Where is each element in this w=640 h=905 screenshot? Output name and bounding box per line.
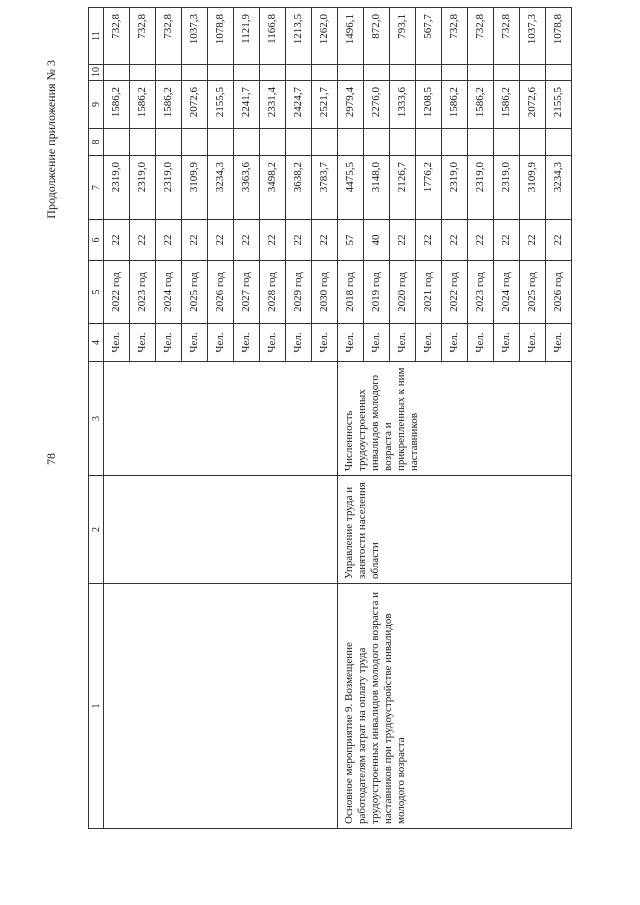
- unit-cell: Чел.: [234, 324, 260, 362]
- col10-cell: [104, 65, 130, 81]
- col11-cell: 793,1: [390, 8, 416, 65]
- col11-cell: 1037,3: [520, 8, 546, 65]
- col10-cell: [390, 65, 416, 81]
- year-cell: 2023 год: [130, 261, 156, 324]
- unit-cell: Чел.: [494, 324, 520, 362]
- column-header: 7: [89, 156, 104, 220]
- count-cell: 22: [416, 220, 442, 261]
- total-cell: 1776,2: [416, 156, 442, 220]
- col11-cell: 732,8: [494, 8, 520, 65]
- count-cell: 57: [338, 220, 364, 261]
- measure-name: Основное мероприятие 9. Возмещение работодателям затрат на оплату труда трудоустроенных инвалидов молодого возраста и наставников при трудоустройстве инвалидов молодого возраста: [338, 584, 572, 829]
- col10-cell: [260, 65, 286, 81]
- col10-cell: [520, 65, 546, 81]
- total-cell: 3109,9: [520, 156, 546, 220]
- col9-cell: 1586,2: [156, 81, 182, 129]
- col10-cell: [442, 65, 468, 81]
- continuation-caption: Продолжение приложения № 3: [44, 60, 58, 219]
- total-cell: 2319,0: [494, 156, 520, 220]
- col11-cell: 1496,1: [338, 8, 364, 65]
- column-header: 2: [89, 476, 104, 584]
- unit-cell: Чел.: [416, 324, 442, 362]
- col10-cell: [364, 65, 390, 81]
- col11-cell: 732,8: [156, 8, 182, 65]
- unit-cell: Чел.: [468, 324, 494, 362]
- col9-cell: 2155,5: [208, 81, 234, 129]
- year-cell: 2023 год: [468, 261, 494, 324]
- year-cell: 2020 год: [390, 261, 416, 324]
- col11-cell: 1121,9: [234, 8, 260, 65]
- year-cell: 2021 год: [416, 261, 442, 324]
- col8-cell: [104, 129, 130, 156]
- col9-cell: 1586,2: [130, 81, 156, 129]
- count-cell: 22: [234, 220, 260, 261]
- col9-cell: 2276,0: [364, 81, 390, 129]
- year-cell: 2022 год: [104, 261, 130, 324]
- col1-empty: [104, 584, 338, 829]
- col8-cell: [468, 129, 494, 156]
- count-cell: 22: [390, 220, 416, 261]
- col8-cell: [390, 129, 416, 156]
- count-cell: 22: [286, 220, 312, 261]
- year-cell: 2025 год: [182, 261, 208, 324]
- column-header: 3: [89, 362, 104, 476]
- unit-cell: Чел.: [546, 324, 572, 362]
- col9-cell: 2072,6: [182, 81, 208, 129]
- count-cell: 22: [130, 220, 156, 261]
- unit-cell: Чел.: [338, 324, 364, 362]
- table-row: [104, 8, 130, 829]
- column-header: 4: [89, 324, 104, 362]
- unit-cell: Чел.: [286, 324, 312, 362]
- total-cell: 2319,0: [468, 156, 494, 220]
- year-cell: 2026 год: [208, 261, 234, 324]
- year-cell: 2018 год: [338, 261, 364, 324]
- count-cell: 22: [312, 220, 338, 261]
- table-row: [338, 8, 364, 829]
- total-cell: 3148,0: [364, 156, 390, 220]
- col11-cell: 1262,0: [312, 8, 338, 65]
- total-cell: 2319,0: [130, 156, 156, 220]
- col3-empty: [104, 362, 338, 476]
- col11-cell: 732,8: [468, 8, 494, 65]
- col10-cell: [338, 65, 364, 81]
- unit-cell: Чел.: [520, 324, 546, 362]
- col8-cell: [364, 129, 390, 156]
- col10-cell: [286, 65, 312, 81]
- col8-cell: [442, 129, 468, 156]
- count-cell: 22: [182, 220, 208, 261]
- column-header: 5: [89, 261, 104, 324]
- col9-cell: 2521,7: [312, 81, 338, 129]
- col8-cell: [234, 129, 260, 156]
- total-cell: 2319,0: [104, 156, 130, 220]
- col10-cell: [468, 65, 494, 81]
- count-cell: 22: [208, 220, 234, 261]
- unit-cell: Чел.: [312, 324, 338, 362]
- total-cell: 3783,7: [312, 156, 338, 220]
- total-cell: 3234,3: [546, 156, 572, 220]
- col9-cell: 1586,2: [442, 81, 468, 129]
- page-number: 78: [44, 453, 58, 465]
- year-cell: 2028 год: [260, 261, 286, 324]
- col11-cell: 1166,8: [260, 8, 286, 65]
- total-cell: 2319,0: [156, 156, 182, 220]
- col11-cell: 1078,8: [546, 8, 572, 65]
- col8-cell: [208, 129, 234, 156]
- unit-cell: Чел.: [208, 324, 234, 362]
- year-cell: 2027 год: [234, 261, 260, 324]
- column-header: 11: [89, 8, 104, 65]
- col11-cell: 1213,5: [286, 8, 312, 65]
- col9-cell: 1208,5: [416, 81, 442, 129]
- total-cell: 2319,0: [442, 156, 468, 220]
- unit-cell: Чел.: [182, 324, 208, 362]
- col8-cell: [182, 129, 208, 156]
- col10-cell: [546, 65, 572, 81]
- col8-cell: [520, 129, 546, 156]
- total-cell: 4475,5: [338, 156, 364, 220]
- count-cell: 22: [468, 220, 494, 261]
- col8-cell: [286, 129, 312, 156]
- col8-cell: [260, 129, 286, 156]
- col9-cell: 2241,7: [234, 81, 260, 129]
- col9-cell: 1586,2: [494, 81, 520, 129]
- col9-cell: 2424,7: [286, 81, 312, 129]
- year-cell: 2026 год: [546, 261, 572, 324]
- col8-cell: [312, 129, 338, 156]
- col9-cell: 2331,4: [260, 81, 286, 129]
- col10-cell: [182, 65, 208, 81]
- count-cell: 22: [494, 220, 520, 261]
- col10-cell: [416, 65, 442, 81]
- col11-cell: 1078,8: [208, 8, 234, 65]
- unit-cell: Чел.: [130, 324, 156, 362]
- unit-cell: Чел.: [260, 324, 286, 362]
- col2-empty: [104, 476, 338, 584]
- unit-cell: Чел.: [364, 324, 390, 362]
- count-cell: 22: [260, 220, 286, 261]
- unit-cell: Чел.: [156, 324, 182, 362]
- total-cell: 3363,6: [234, 156, 260, 220]
- col10-cell: [130, 65, 156, 81]
- header-row: [89, 8, 104, 829]
- responsible-body: Управление труда и занятости населения области: [338, 476, 572, 584]
- col9-cell: 2155,5: [546, 81, 572, 129]
- col10-cell: [234, 65, 260, 81]
- col8-cell: [130, 129, 156, 156]
- count-cell: 22: [156, 220, 182, 261]
- column-header: 1: [89, 584, 104, 829]
- year-cell: 2025 год: [520, 261, 546, 324]
- col8-cell: [156, 129, 182, 156]
- year-cell: 2024 год: [156, 261, 182, 324]
- col11-cell: 732,8: [130, 8, 156, 65]
- total-cell: 3109,9: [182, 156, 208, 220]
- col8-cell: [416, 129, 442, 156]
- column-header: 10: [89, 65, 104, 81]
- count-cell: 22: [104, 220, 130, 261]
- col8-cell: [338, 129, 364, 156]
- column-header: 9: [89, 81, 104, 129]
- col9-cell: 2979,4: [338, 81, 364, 129]
- year-cell: 2019 год: [364, 261, 390, 324]
- col11-cell: 732,8: [104, 8, 130, 65]
- count-cell: 22: [520, 220, 546, 261]
- col10-cell: [494, 65, 520, 81]
- col10-cell: [312, 65, 338, 81]
- col11-cell: 732,8: [442, 8, 468, 65]
- year-cell: 2030 год: [312, 261, 338, 324]
- total-cell: 3638,2: [286, 156, 312, 220]
- col10-cell: [156, 65, 182, 81]
- indicator-name: Численность трудоустроенных инвалидов молодого возраста и прикрепленных к ним наставников: [338, 362, 572, 476]
- col9-cell: 1333,6: [390, 81, 416, 129]
- col11-cell: 567,7: [416, 8, 442, 65]
- total-cell: 2126,7: [390, 156, 416, 220]
- col11-cell: 872,0: [364, 8, 390, 65]
- column-header: 8: [89, 129, 104, 156]
- col8-cell: [494, 129, 520, 156]
- year-cell: 2022 год: [442, 261, 468, 324]
- unit-cell: Чел.: [390, 324, 416, 362]
- col9-cell: 1586,2: [468, 81, 494, 129]
- column-header: 6: [89, 220, 104, 261]
- year-cell: 2024 год: [494, 261, 520, 324]
- unit-cell: Чел.: [104, 324, 130, 362]
- year-cell: 2029 год: [286, 261, 312, 324]
- budget-table: [88, 7, 572, 829]
- total-cell: 3234,3: [208, 156, 234, 220]
- col11-cell: 1037,3: [182, 8, 208, 65]
- col10-cell: [208, 65, 234, 81]
- col9-cell: 1586,2: [104, 81, 130, 129]
- col9-cell: 2072,6: [520, 81, 546, 129]
- total-cell: 3498,2: [260, 156, 286, 220]
- count-cell: 22: [546, 220, 572, 261]
- col8-cell: [546, 129, 572, 156]
- count-cell: 22: [442, 220, 468, 261]
- count-cell: 40: [364, 220, 390, 261]
- unit-cell: Чел.: [442, 324, 468, 362]
